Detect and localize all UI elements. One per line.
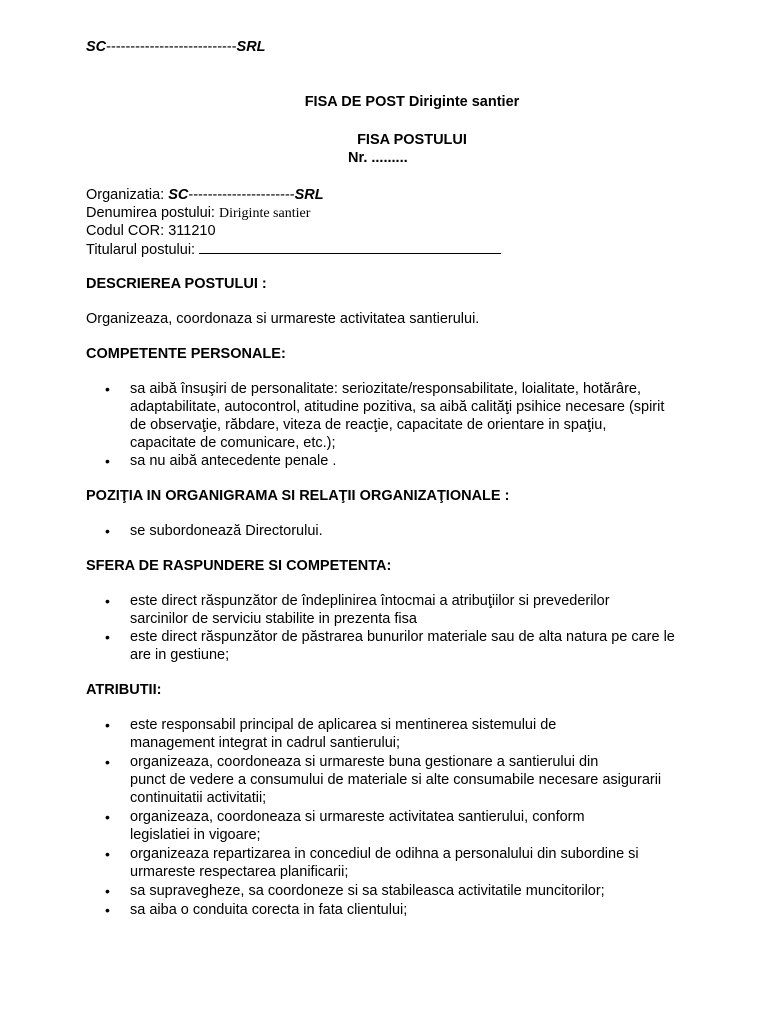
bullet-icon: • [105,754,110,770]
bullet-icon: • [105,809,110,825]
list-item-line: este responsabil principal de aplicarea si mentinerea sistemului de [130,717,557,733]
list-item-line: sa supravegheze, sa coordoneze si sa stabileasca activitatile muncitorilor; [130,883,605,899]
list-item-line: sa nu aibă antecedente penale . [130,453,337,469]
list-item-line: sarcinilor de serviciu stabilite in prezenta fisa [130,611,417,627]
list-item [86,901,706,919]
list-item-line: capacitate de comunicare, etc.); [130,435,336,451]
organization-prefix: SC [168,187,189,203]
list-item-line: punct de vedere a consumului de materiale si alte consumabile necesare asigurarii [130,772,662,788]
competences-list [86,380,706,470]
responsibility-list [86,592,706,664]
list-item-line: are in gestiune; [130,647,230,663]
info-block [86,186,706,258]
holder-label: Titularul postului: [86,242,200,258]
list-item-line: management integrat in cadrul santierului; [130,735,401,751]
company-dashes: --------------------------- [106,39,237,55]
bullet-icon: • [105,453,110,469]
organization-label: Organizatia: [86,187,169,203]
position-name-label: Denumirea postului: [86,205,219,221]
responsibility-heading: SFERA DE RASPUNDERE SI COMPETENTA: [86,558,392,574]
list-item [86,845,706,881]
holder-row [86,240,706,258]
description-text: Organizeaza, coordonaza si urmareste activitatea santierului. [86,311,480,327]
list-item-line: organizeaza, coordoneaza si urmareste buna gestionare a santierului din [130,754,599,770]
cor-code-row [86,222,706,240]
organization-name [168,187,323,203]
list-item-line: este direct răspunzător de îndeplinirea întocmai a atribuţiilor si prevederilor [130,593,610,609]
list-item-line: organizeaza, coordoneaza si urmareste activitatea santierului, conform [130,809,585,825]
list-item-line: sa aiba o conduita corecta in fata clientului; [130,902,408,918]
company-header [86,38,706,56]
list-item [86,808,706,844]
bullet-icon: • [105,629,110,645]
cor-code-value: 311210 [168,223,216,239]
list-item [86,628,706,664]
competences-heading: COMPETENTE PERSONALE: [86,346,286,362]
bullet-icon: • [105,523,110,539]
bullet-icon: • [105,883,110,899]
company-suffix: SRL [236,39,266,55]
list-item [86,716,706,752]
position-list [86,522,706,540]
list-item-line: adaptabilitate, autocontrol, atitudine pozitiva, sa aibă calităţi psihice necesare (spirit [130,399,665,415]
bullet-icon: • [105,902,110,918]
list-item-line: este direct răspunzător de păstrarea bunurilor materiale sau de alta natura pe care le [130,629,675,645]
list-item-line: organizeaza repartizarea in concediul de odihna a personalului din subordine si [130,846,639,862]
holder-blank-line [199,240,501,254]
list-item [86,753,706,807]
organization-dashes: ---------------------- [188,187,295,203]
position-name-value: Diriginte santier [219,206,311,221]
duties-list [86,716,706,919]
position-name-row [86,204,706,222]
organization-suffix: SRL [294,187,324,203]
list-item [86,882,706,900]
list-item-line: se subordonează Directorului. [130,523,323,539]
list-item [86,380,706,452]
document-title: FISA DE POST Diriginte santier [304,94,520,110]
bullet-icon: • [105,593,110,609]
list-item-line: urmareste respectarea planificarii; [130,864,349,880]
organization-row [86,186,706,204]
list-item-line: legislatiei in vigoare; [130,827,261,843]
list-item-line: sa aibă însuşiri de personalitate: seriozitate/responsabilitate, loialitate, hotărâre, [130,381,642,397]
list-item [86,452,706,470]
document-number: Nr. ......... [348,150,408,166]
company-prefix: SC [86,39,107,55]
position-heading: POZIŢIA IN ORGANIGRAMA SI RELAŢII ORGANIZAŢIONALE : [86,488,510,504]
bullet-icon: • [105,846,110,862]
bullet-icon: • [105,717,110,733]
description-heading: DESCRIEREA POSTULUI : [86,276,267,292]
list-item [86,592,706,628]
list-item [86,522,706,540]
list-item-line: de observaţie, răbdare, viteza de reacţie, capacitate de orientare in spaţiu, [130,417,607,433]
cor-code-label: Codul COR: [86,223,169,239]
list-item-line: continuitatii activitatii; [130,790,267,806]
document-subtitle: FISA POSTULUI [357,132,467,148]
document-page [86,38,706,919]
bullet-icon: • [105,381,110,397]
duties-heading: ATRIBUTII: [86,682,162,698]
